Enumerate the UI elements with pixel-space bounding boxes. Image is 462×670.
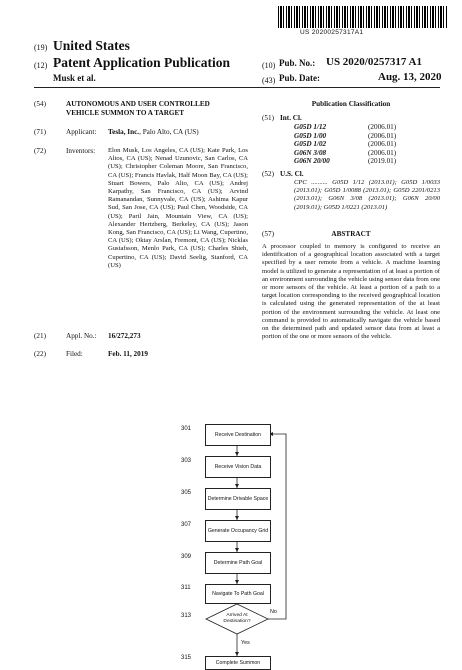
step-determine-drivable-space: Determine Drivable Space (205, 488, 271, 510)
intcl-class: G05D 1/02 (294, 140, 327, 149)
intcl-class: G05D 1/12 (294, 123, 327, 131)
inventors-label: Inventors: (66, 147, 96, 155)
code-10: (10) (262, 61, 276, 70)
code-57: (57) (262, 230, 274, 238)
ref-301: 301 (181, 426, 192, 432)
ref-307: 307 (181, 522, 192, 528)
inventors-list: Elon Musk, Los Angeles, CA (US); Kate Park, Los Altos, CA (US); Nenad Uzunovic, San Carlos, CA (US); Christopher Coleman Moore, San Francisco, CA (US); Francis Havlak, Half Moon Bay, CA (US); Stuart Bowers, Palo Alto, CA (US); Andrej Karpathy, San Francisco, CA (US); Arvind Ramanandan, Sunnyvale, CA (US); Ashima Kapur Sud, San Jose, CA (US); Paul Chen, Woodside, CA (US); Paril Jain, Mountain View, CA (US); Alexander Hertzberg, Berkeley, CA (US); Jason Kong, San Francisco, CA (US); Li Wang, Cupertino, CA (US); Oktay Arslan, Fremont, CA (US); Nicklas Gustafsson, Menlo Park, CA (US); Charles Shieh, Cupertino, CA (US); David Seelig, Stanford, CA (US) (108, 147, 248, 269)
code-54: (54) (34, 100, 46, 108)
applicant-location: , Palo Alto, CA (US) (139, 128, 199, 136)
pub-date-label: Pub. Date: (279, 73, 320, 83)
title: AUTONOMOUS AND USER CONTROLLED VEHICLE SUMMON TO A TARGET (66, 100, 210, 117)
step-receive-vision-data: Receive Vision Data (205, 456, 271, 478)
ref-315: 315 (181, 655, 192, 661)
intcl-class: G06N 3/08 (294, 148, 327, 157)
doc-type: Patent Application Publication (53, 55, 231, 70)
ref-305: 305 (181, 490, 192, 496)
code-72: (72) (34, 147, 46, 155)
code-19: (19) (34, 43, 48, 52)
cpc-text: CPC .......... G05D 1/12 (2013.01); G05D 1/0033 (2013.01); G05D 1/0088 (2013.01); G05D 2201/0213 (2013.01); G06N 3/08 (2013.01); G06N 20/00 (2019.01); G05D 1/0221 (2013.01) (294, 179, 440, 211)
ref-309: 309 (181, 554, 192, 560)
intcl-version: (2006.01) (368, 131, 397, 140)
code-22: (22) (34, 350, 46, 358)
decision-label: Arrived At Destination? (223, 613, 251, 624)
intcl-version: (2019.01) (368, 157, 397, 166)
intcl-version: (2006.01) (368, 140, 397, 149)
appl-no: 16/272,273 (108, 332, 141, 340)
abstract-text: A processor coupled to memory is configured to receive an identification of a geographical location associated with a target specified by a user remote from a vehicle. A machine learning model is utilized to generate a representation of at least a portion of an environment surrounding the vehicle using sensor data from one or more sensors of the vehicle. At least a portion of a path to a target location corresponding to the received geographical location is calculated using the generated representation of the at least portion of the environment surrounding the vehicle. At least one command is provided to automatically navigate the vehicle based on the determined path and updated sensor data from at least a portion of the one or more sensors of the vehicle. (262, 243, 440, 341)
step-determine-path-goal: Determine Path Goal (205, 552, 271, 574)
appl-label: Appl. No.: (66, 332, 97, 340)
applicant-short: Musk et al. (53, 73, 96, 83)
ref-303: 303 (181, 458, 192, 464)
step-navigate-to-path-goal: Navigate To Path Goal (205, 584, 271, 604)
abstract-heading: ABSTRACT (331, 230, 371, 238)
code-71: (71) (34, 128, 46, 136)
step-receive-destination: Receive Destination (205, 424, 271, 446)
code-51: (51) (262, 114, 274, 122)
intcl-class: G05D 1/00 (294, 131, 327, 140)
code-12: (12) (34, 61, 48, 70)
intcl-label: Int. Cl. (280, 114, 302, 122)
uscl-label: U.S. Cl. (280, 170, 304, 178)
applicant-label: Applicant: (66, 128, 97, 136)
code-21: (21) (34, 332, 46, 340)
applicant-name: Tesla, Inc. (108, 128, 140, 136)
intcl-version: (2006.01) (368, 148, 397, 157)
no-label: No (270, 609, 277, 615)
ref-311: 311 (181, 585, 191, 591)
intcl-class: G06N 20/00 (294, 157, 330, 166)
pub-date: Aug. 13, 2020 (378, 71, 442, 83)
pub-no: US 2020/0257317 A1 (326, 56, 422, 68)
ref-313: 313 (181, 613, 192, 619)
filed-label: Filed: (66, 350, 83, 358)
pub-no-label: Pub. No.: (279, 58, 316, 68)
country: United States (53, 38, 130, 53)
classification-heading: Publication Classification (311, 100, 391, 108)
step-complete-summon: Complete Summon (205, 656, 271, 670)
barcode-number: US 20200257317A1 (300, 29, 364, 36)
yes-label: Yes (241, 640, 250, 646)
filed-date: Feb. 11, 2019 (108, 350, 148, 358)
code-52: (52) (262, 170, 274, 178)
step-generate-occupancy-grid: Generate Occupancy Grid (205, 520, 271, 542)
code-43: (43) (262, 76, 276, 85)
intcl-version: (2006.01) (368, 123, 397, 131)
